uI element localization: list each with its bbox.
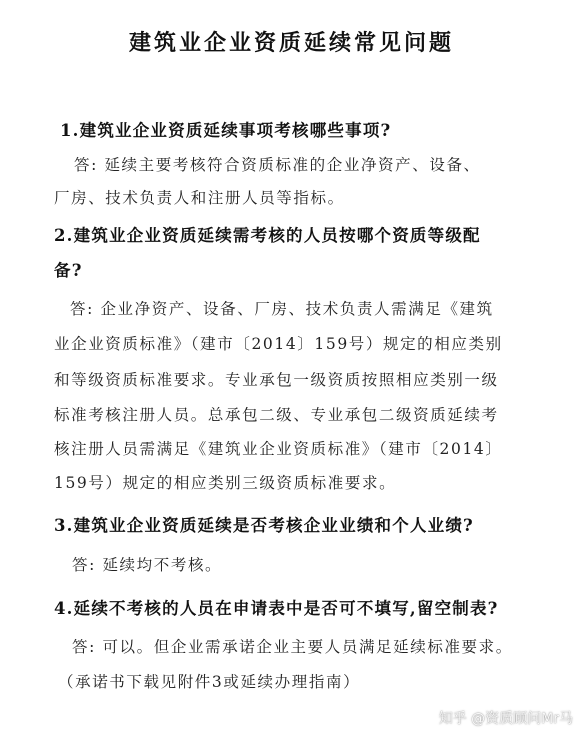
question-1: 1.建筑业企业资质延续事项考核哪些事项? xyxy=(60,121,392,140)
answer-1-line-2: 厂房、技术负责人和注册人员等指标。 xyxy=(54,189,345,207)
answer-4-line-2: （承诺书下载见附件3或延续办理指南） xyxy=(58,673,361,691)
question-2-line-2: 备? xyxy=(54,261,83,280)
answer-1-line-1: 答: 延续主要考核符合资质标准的企业净资产、设备、 xyxy=(74,156,481,174)
answer-4-line-1: 答: 可以。但企业需承诺企业主要人员满足延续标准要求。 xyxy=(72,638,513,656)
question-3: 3.建筑业企业资质延续是否考核企业业绩和个人业绩? xyxy=(54,516,474,535)
answer-2-line-5: 核注册人员需满足《建筑业企业资质标准》（建市〔2014〕 xyxy=(54,440,503,458)
answer-2-line-3: 和等级资质标准要求。专业承包一级资质按照相应类别一级 xyxy=(54,371,499,389)
answer-2-line-1: 答: 企业净资产、设备、厂房、技术负责人需满足《建筑 xyxy=(70,300,494,318)
question-2-line-1: 2.建筑业企业资质延续需考核的人员按哪个资质等级配 xyxy=(54,226,481,245)
answer-2-line-2: 业企业资质标准》（建市〔2014〕159号）规定的相应类别 xyxy=(54,335,503,353)
question-4: 4.延续不考核的人员在申请表中是否可不填写,留空制表? xyxy=(54,599,499,618)
zhihu-watermark: 知乎 @资质顾问Mr马 xyxy=(438,711,573,727)
answer-2-line-4: 标准考核注册人员。总承包二级、专业承包二级资质延续考 xyxy=(54,406,499,424)
answer-3-line-1: 答: 延续均不考核。 xyxy=(72,556,223,574)
answer-2-line-6: 159号）规定的相应类别三级资质标准要求。 xyxy=(54,474,397,492)
document-title: 建筑业企业资质延续常见问题 xyxy=(128,30,454,56)
